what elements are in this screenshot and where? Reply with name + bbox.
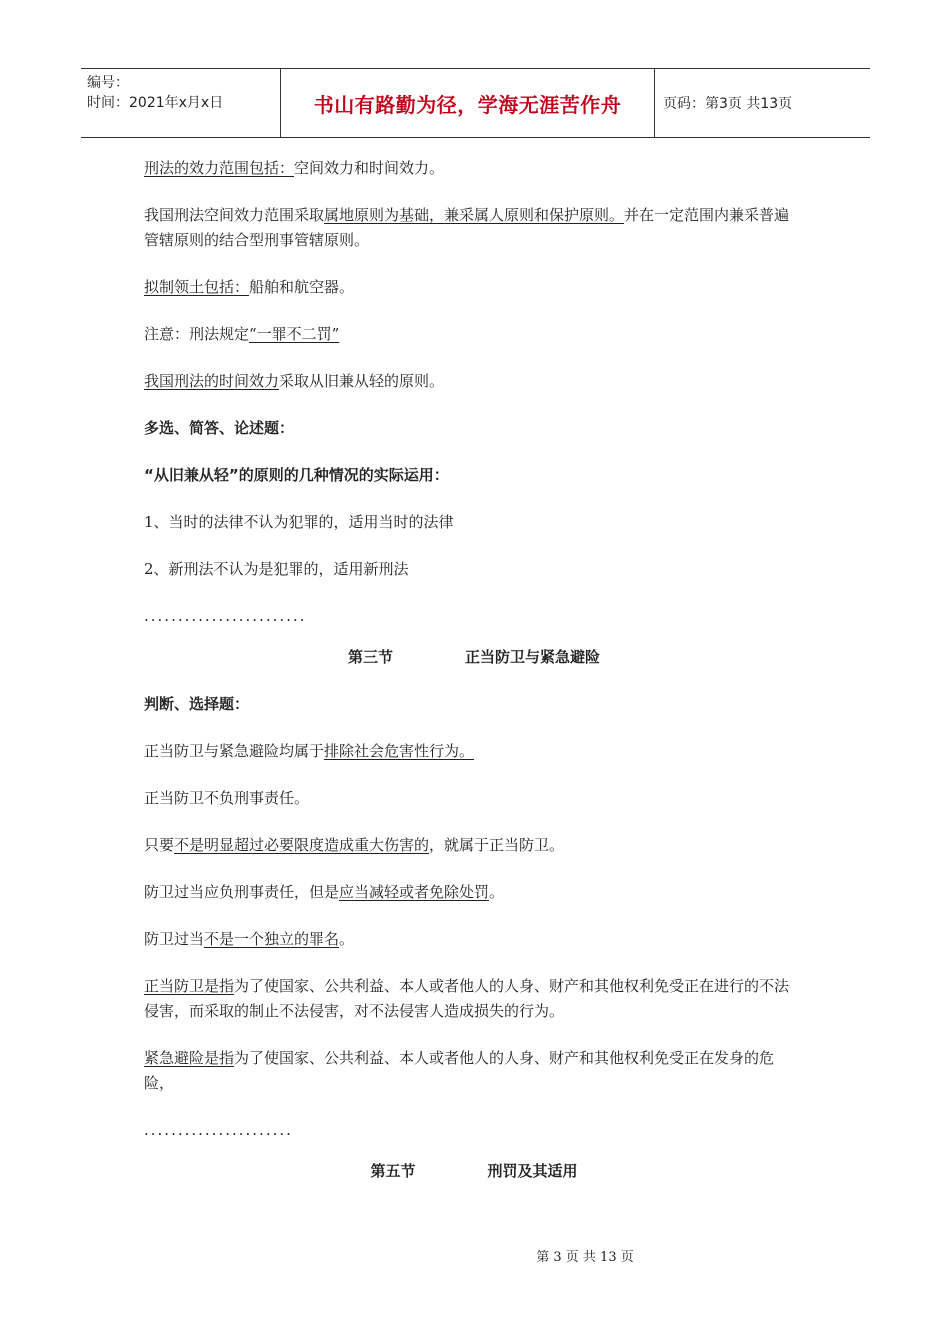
paragraph: 拟制领土包括：船舶和航空器。	[144, 278, 355, 296]
header-page-label: 页码：第3页 共13页	[663, 96, 793, 112]
paragraph: 正当防卫与紧急避险均属于排除社会危害性行为。	[144, 742, 475, 760]
paragraph: 正当防卫不负刑事责任。	[144, 789, 310, 807]
ellipsis-divider: ......................	[144, 1121, 293, 1139]
subheading: “从旧兼从轻”的原则的几种情况的实际运用：	[144, 466, 449, 484]
subheading: 多选、简答、论述题：	[144, 419, 295, 437]
time-label: 时间：2021年x月x日	[87, 95, 224, 111]
section-heading: 第五节 刑罚及其适用	[370, 1162, 578, 1180]
ellipsis-divider: ........................	[144, 607, 307, 625]
header-motto: 书山有路勤为径，学海无涯苦作舟	[281, 69, 655, 137]
number-label: 编号：	[87, 75, 129, 91]
section-heading: 第三节 正当防卫与紧急避险	[347, 648, 601, 666]
list-item: 1、当时的法律不认为犯罪的，适用当时的法律	[144, 513, 454, 531]
paragraph: 我国刑法的时间效力采取从旧兼从轻的原则。	[144, 372, 445, 390]
page-header	[81, 68, 870, 138]
subheading: 判断、选择题：	[144, 695, 250, 713]
paragraph: 我国刑法空间效力范围采取属地原则为基础，兼采属人原则和保护原则。并在一定范围内兼采普遍管辖原则的结合型刑事管辖原则。	[144, 206, 790, 249]
paragraph: 防卫过当应负刑事责任，但是应当减轻或者免除处罚。	[144, 883, 505, 901]
paragraph: 防卫过当不是一个独立的罪名。	[144, 930, 355, 948]
page-footer: 第 3 页 共 13 页	[536, 1250, 634, 1265]
paragraph: 刑法的效力范围包括：空间效力和时间效力。	[144, 159, 445, 177]
paragraph: 注意：刑法规定“一罪不二罚”	[144, 325, 340, 343]
header-meta	[81, 69, 281, 137]
paragraph: 紧急避险是指为了使国家、公共利益、本人或者他人的人身、财产和其他权利免受正在发身的危险，	[144, 1049, 775, 1092]
paragraph: 正当防卫是指为了使国家、公共利益、本人或者他人的人身、财产和其他权利免受正在进行的不法侵害，而采取的制止不法侵害，对不法侵害人造成损失的行为。	[144, 977, 790, 1020]
document-body	[144, 156, 804, 1206]
list-item: 2、新刑法不认为是犯罪的，适用新刑法	[144, 560, 409, 578]
paragraph: 只要不是明显超过必要限度造成重大伤害的，就属于正当防卫。	[144, 836, 565, 854]
